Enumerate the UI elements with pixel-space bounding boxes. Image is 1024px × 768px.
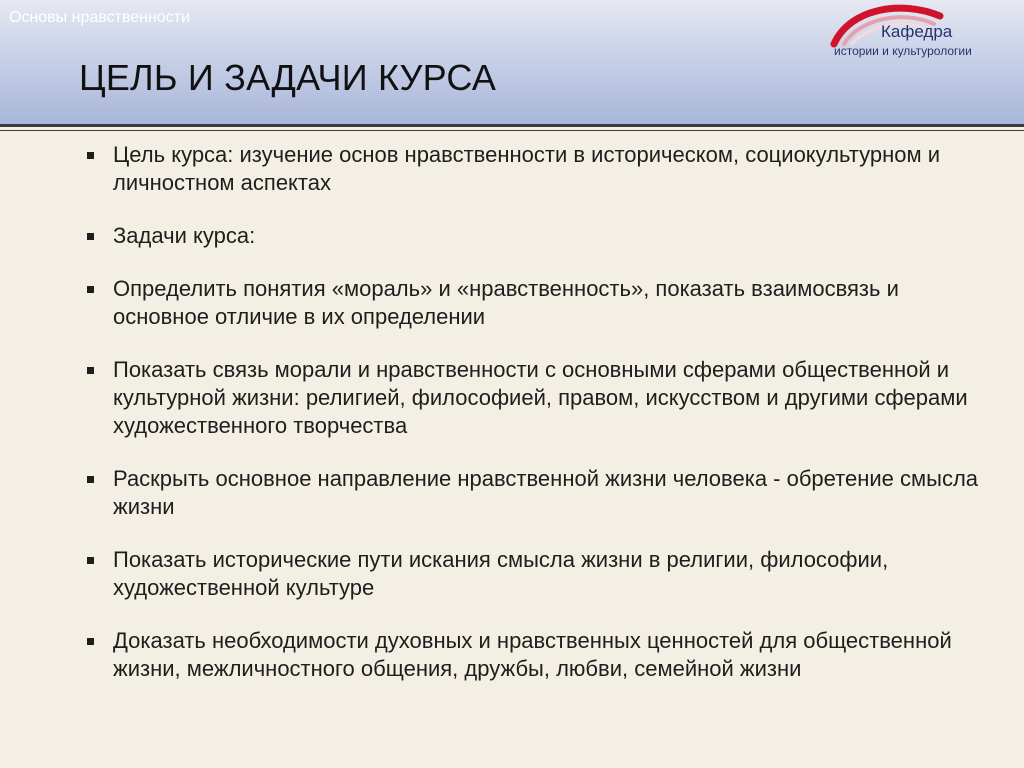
bullet-text: Раскрыть основное направление нравственной жизни человека - обретение смысла жизни [113, 466, 979, 519]
bullet-square-icon [87, 367, 94, 374]
bullet-square-icon [87, 476, 94, 483]
list-item [86, 546, 986, 602]
bullet-square-icon [87, 152, 94, 159]
slide-title: ЦЕЛЬ И ЗАДАЧИ КУРСА [79, 57, 497, 98]
header-divider-thin [0, 130, 1024, 131]
bullet-text: Цель курса: изучение основ нравственности в историческом, социокультурном и личностном аспектах [113, 142, 940, 195]
slide-header [0, 0, 1024, 124]
bullet-list [86, 141, 986, 708]
list-item [86, 222, 986, 250]
bullet-text: Доказать необходимости духовных и нравственных ценностей для общественной жизни, межличностного общения, дружбы, любви, семейной жизни [113, 628, 952, 681]
bullet-square-icon [87, 557, 94, 564]
logo-name: Кафедра [881, 22, 953, 41]
bullet-text: Показать исторические пути искания смысла жизни в религии, философии, художественной культуре [113, 547, 889, 600]
bullet-square-icon [87, 286, 94, 293]
list-item [86, 356, 986, 440]
bullet-square-icon [87, 233, 94, 240]
list-item [86, 627, 986, 683]
header-divider-thick [0, 124, 1024, 127]
list-item [86, 275, 986, 331]
logo-subtitle: истории и культурологии [834, 44, 972, 58]
bullet-text: Показать связь морали и нравственности с основными сферами общественной и культурной жизни: религией, философией, правом, искусством и другими сферами художественного творчества [113, 357, 968, 438]
bullet-square-icon [87, 638, 94, 645]
list-item [86, 465, 986, 521]
list-item [86, 141, 986, 197]
bullet-text: Определить понятия «мораль» и «нравственность», показать взаимосвязь и основное отличие в их определении [113, 276, 899, 329]
bullet-text: Задачи курса: [113, 223, 256, 248]
course-name: Основы нравственности [9, 9, 190, 26]
department-logo [828, 2, 1024, 68]
